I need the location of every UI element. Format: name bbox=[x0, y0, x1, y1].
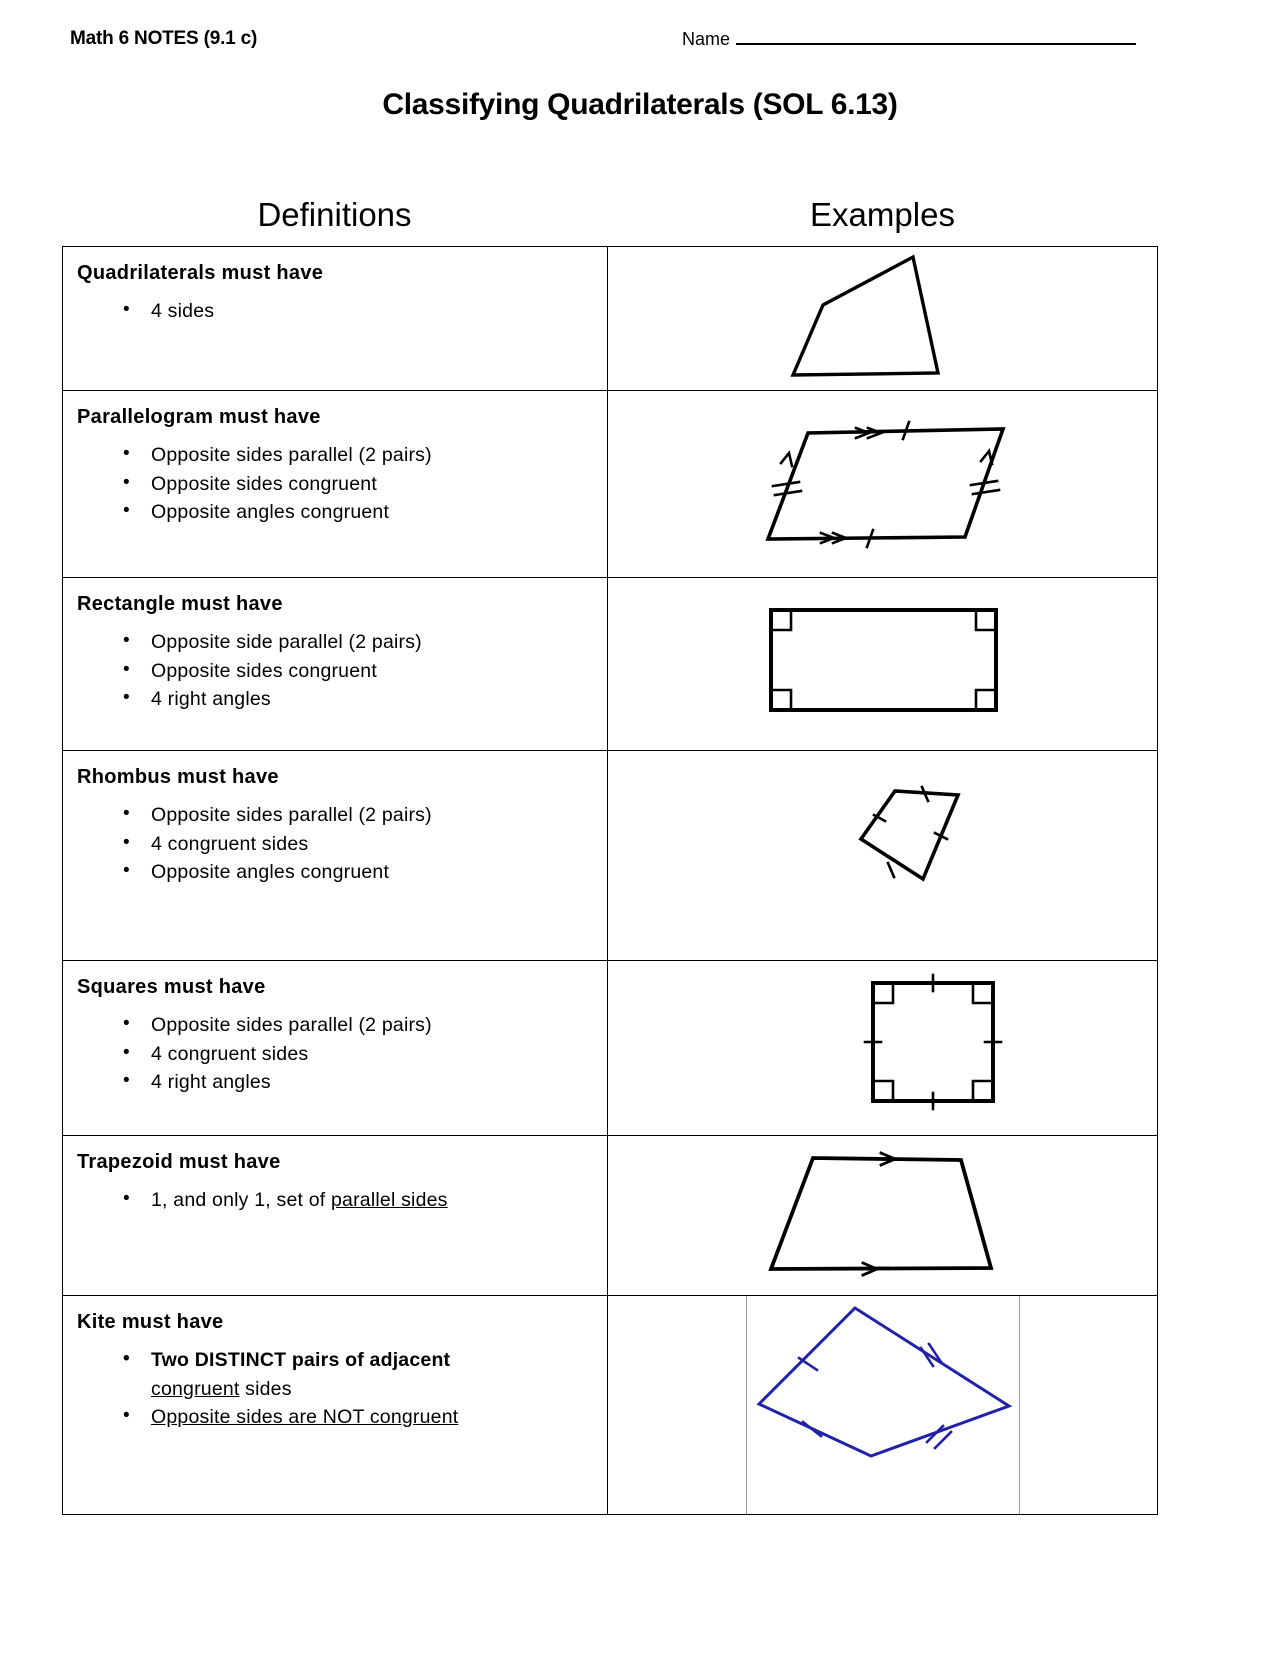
bullet-text-plain: 1, and only 1, set of bbox=[151, 1189, 332, 1211]
shape-title: Squares must have bbox=[77, 976, 266, 998]
list-item: • Opposite sides congruent bbox=[77, 657, 591, 686]
list-item: • Opposite sides parallel (2 pairs) bbox=[77, 441, 591, 470]
shape-title: Rectangle must have bbox=[77, 593, 283, 615]
list-item: • Opposite sides parallel (2 pairs) bbox=[77, 1011, 591, 1040]
list-item: • 4 right angles bbox=[77, 1068, 591, 1097]
list-item: • Opposite angles congruent bbox=[77, 858, 591, 887]
bullet-subline bbox=[151, 1375, 591, 1404]
table-row bbox=[63, 391, 1157, 578]
quadrilaterals-table bbox=[62, 246, 1158, 1515]
shape-title: Trapezoid must have bbox=[77, 1151, 281, 1173]
example-cell bbox=[608, 391, 1157, 577]
definition-bullet-list bbox=[77, 628, 591, 714]
column-heading-definitions: Definitions bbox=[257, 196, 412, 233]
definition-bullet-list bbox=[77, 1186, 591, 1215]
definition-bullet-list bbox=[77, 441, 591, 527]
definition-cell bbox=[63, 578, 608, 750]
example-cell bbox=[608, 961, 1157, 1135]
example-cell bbox=[608, 578, 1157, 750]
column-headings bbox=[62, 196, 1158, 244]
definition-bullet-list bbox=[77, 1011, 591, 1097]
definition-cell bbox=[63, 961, 608, 1135]
parallelogram-figure bbox=[713, 391, 1053, 577]
list-item: • 4 sides bbox=[77, 297, 591, 326]
definition-cell bbox=[63, 1136, 608, 1295]
list-item bbox=[77, 1403, 591, 1432]
page-header bbox=[70, 28, 1210, 62]
list-item bbox=[77, 1346, 591, 1403]
document-code: Math 6 NOTES (9.1 c) bbox=[70, 28, 258, 49]
table-row bbox=[63, 1296, 1157, 1514]
rectangle-figure bbox=[713, 578, 1053, 750]
kite-image-frame bbox=[746, 1296, 1020, 1514]
definition-cell bbox=[63, 1296, 608, 1514]
name-label: Name bbox=[682, 29, 731, 49]
bullet-text-underlined: parallel sides bbox=[331, 1189, 448, 1211]
shape-title: Parallelogram must have bbox=[77, 406, 321, 428]
definition-bullet-list bbox=[77, 801, 591, 887]
list-item bbox=[77, 1186, 591, 1215]
rhombus-figure bbox=[713, 751, 1053, 960]
square-figure bbox=[713, 961, 1053, 1135]
definition-cell bbox=[63, 391, 608, 577]
bullet-text-underlined: congruent bbox=[151, 1377, 240, 1400]
list-item: • 4 right angles bbox=[77, 685, 591, 714]
list-item: • Opposite sides parallel (2 pairs) bbox=[77, 801, 591, 830]
name-field-group bbox=[682, 29, 1136, 50]
bullet-text-underlined: Opposite sides are NOT congruent bbox=[151, 1406, 459, 1429]
example-cell bbox=[608, 751, 1157, 960]
name-blank-line[interactable] bbox=[736, 42, 1136, 45]
trapezoid-figure bbox=[713, 1136, 1053, 1295]
shape-title: Rhombus must have bbox=[77, 766, 279, 788]
quadrilateral-figure bbox=[733, 247, 1033, 390]
column-heading-examples: Examples bbox=[810, 196, 955, 233]
definition-cell bbox=[63, 751, 608, 960]
table-row bbox=[63, 578, 1157, 751]
page-title: Classifying Quadrilaterals (SOL 6.13) bbox=[382, 88, 898, 121]
list-item: • Opposite side parallel (2 pairs) bbox=[77, 628, 591, 657]
example-cell bbox=[608, 1136, 1157, 1295]
definition-bullet-list bbox=[77, 1346, 591, 1432]
list-item: • Opposite sides congruent bbox=[77, 470, 591, 499]
shape-title: Kite must have bbox=[77, 1311, 224, 1333]
table-row bbox=[63, 751, 1157, 961]
kite-figure bbox=[747, 1296, 1019, 1514]
definition-cell bbox=[63, 247, 608, 390]
list-item: • Opposite angles congruent bbox=[77, 498, 591, 527]
bullet-text-plain: sides bbox=[239, 1377, 292, 1400]
list-item: • 4 congruent sides bbox=[77, 1040, 591, 1069]
list-item: • 4 congruent sides bbox=[77, 830, 591, 859]
shape-title: Quadrilaterals must have bbox=[77, 262, 324, 284]
table-row bbox=[63, 1136, 1157, 1296]
example-cell bbox=[608, 247, 1157, 390]
table-row bbox=[63, 247, 1157, 391]
table-row bbox=[63, 961, 1157, 1136]
definition-bullet-list bbox=[77, 297, 591, 326]
example-cell bbox=[608, 1296, 1157, 1514]
bullet-text-bold: Two DISTINCT pairs of adjacent bbox=[151, 1349, 451, 1371]
